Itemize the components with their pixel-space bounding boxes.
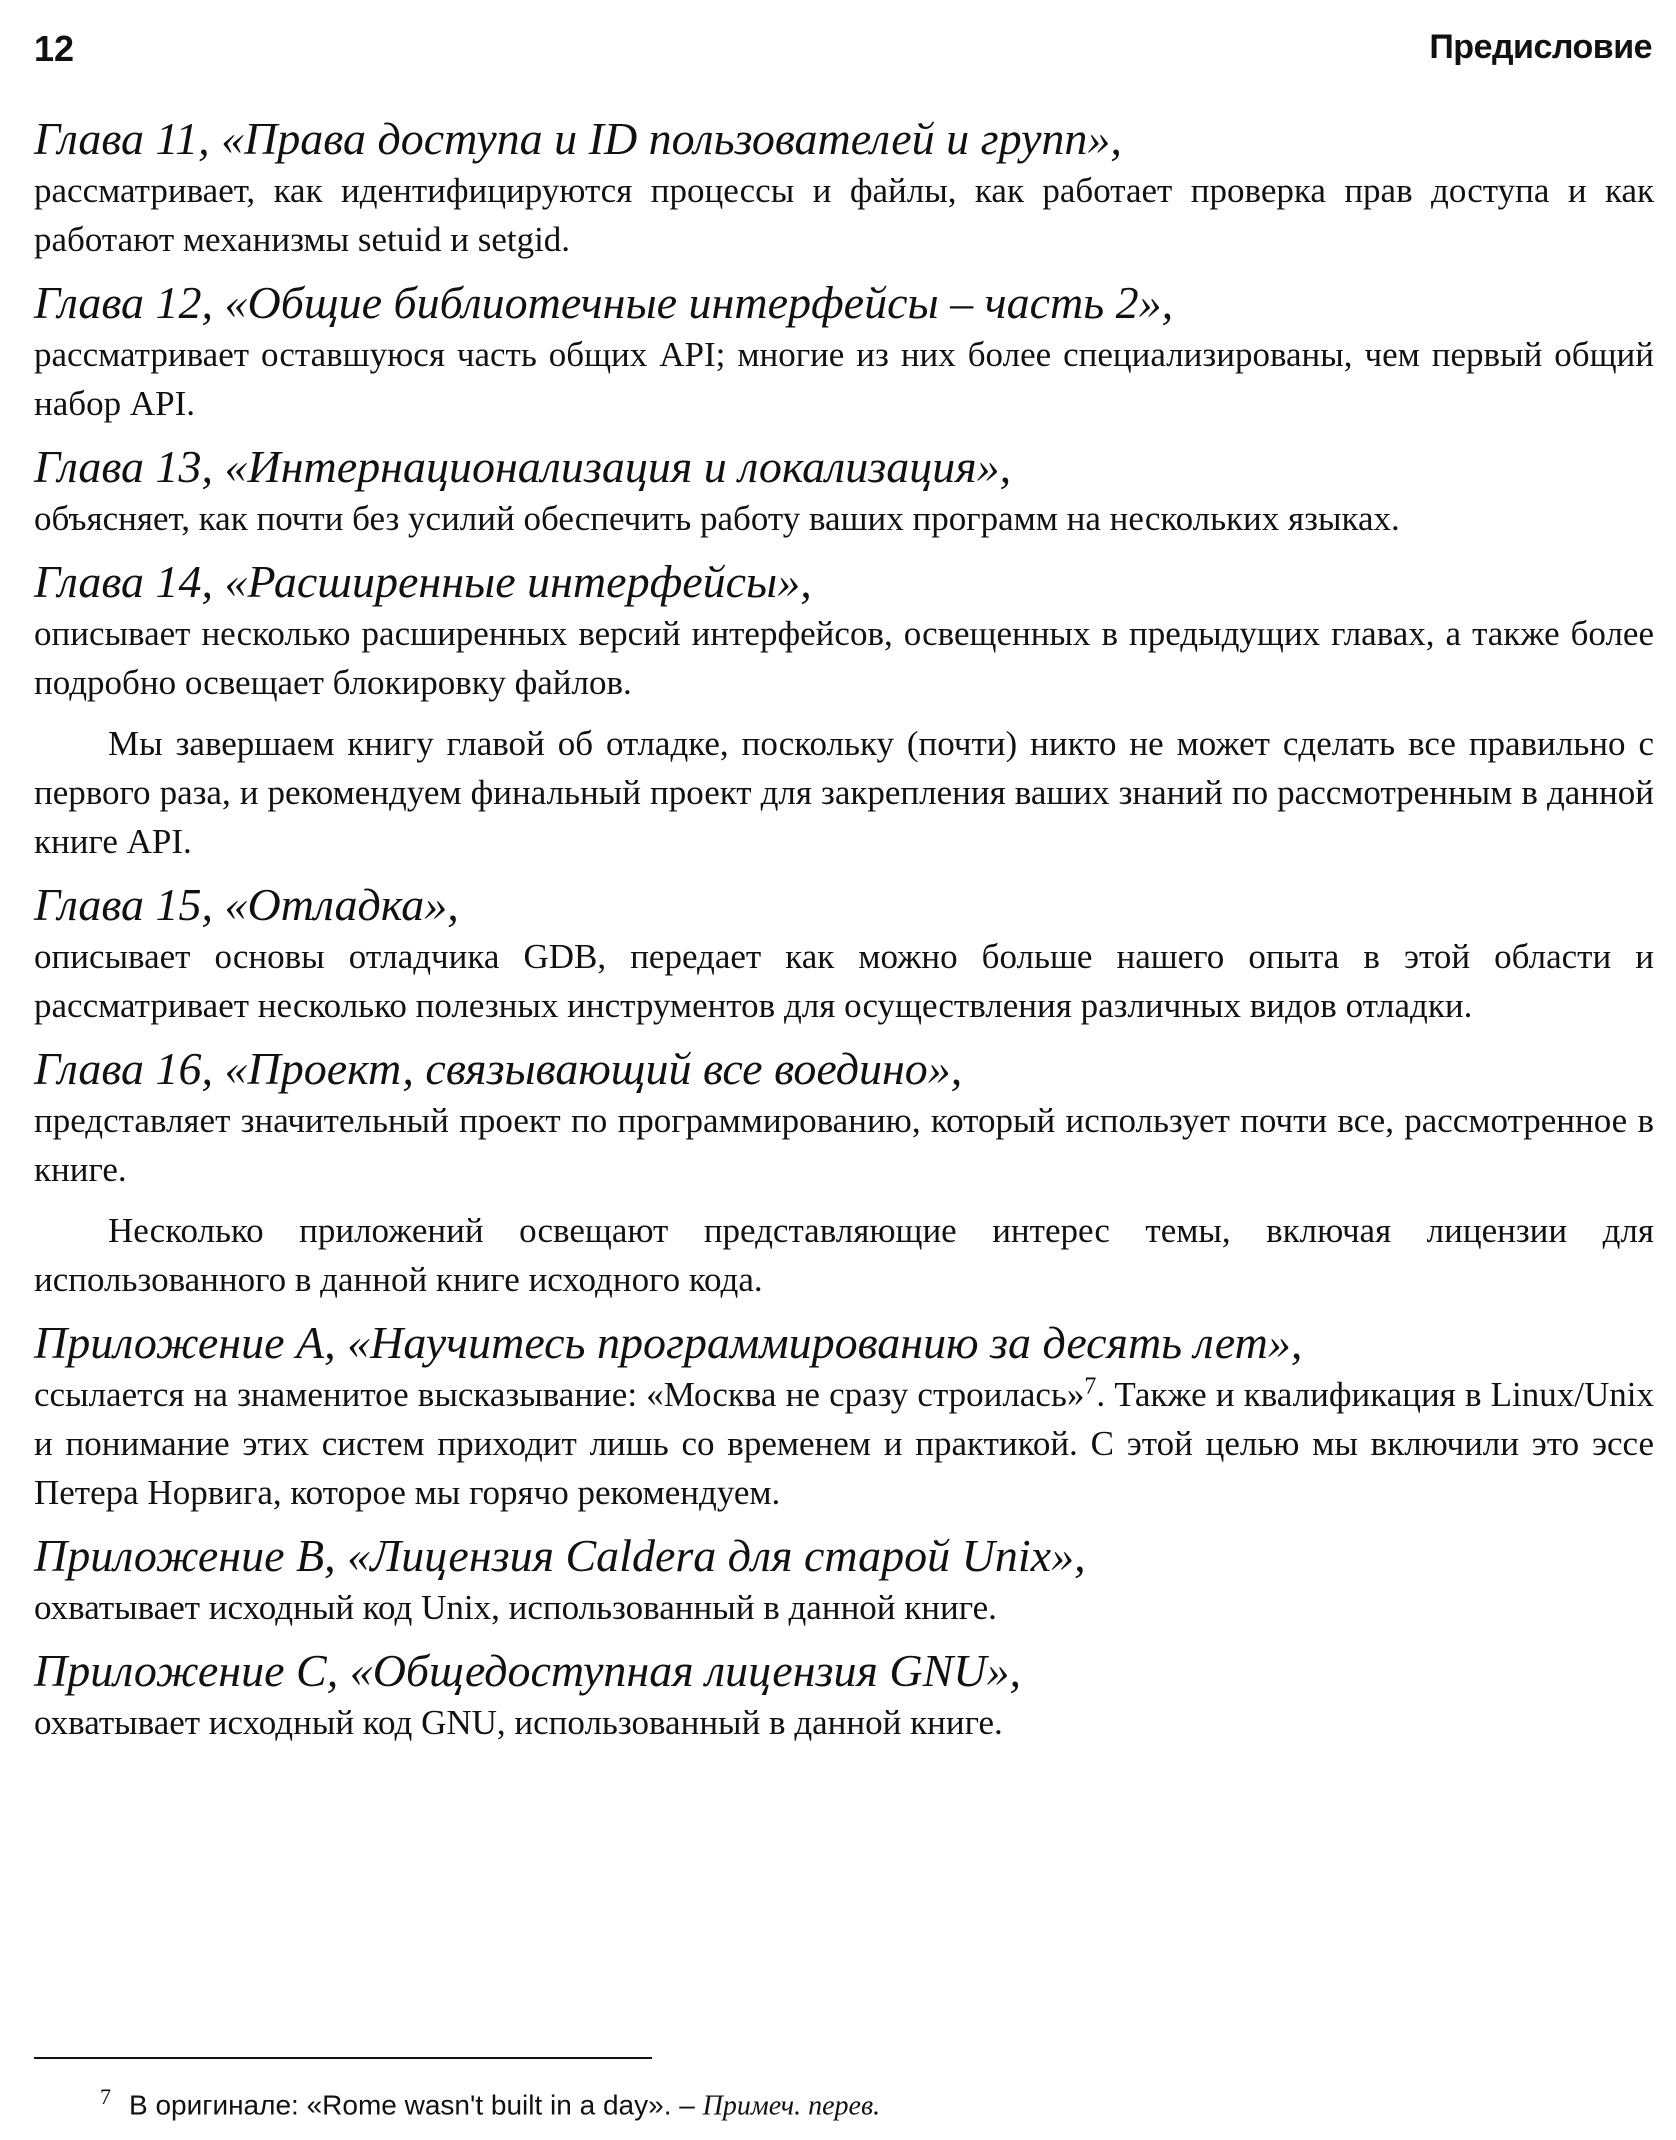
chapter-entry [34, 276, 1654, 428]
appendix-description-text: ссылается на знаменитое высказывание: «Москва не сразу строилась» [34, 1375, 1085, 1414]
appendix-description-text: . Также и квалификация в Linux/Unix и понимание этих систем приходит лишь со временем и практикой. С этой целью мы включили это эссе Петера Норвига, которое мы горячо рекомендуем. [34, 1375, 1654, 1512]
footnote [100, 2080, 880, 2123]
chapter-entry [34, 1042, 1654, 1194]
body-paragraph: Несколько приложений освещают представляющие интерес темы, включая лицензии для использованного в данной книге исходного кода. [34, 1211, 1654, 1299]
appendix-entry [34, 1316, 1654, 1517]
page-header [34, 28, 1652, 78]
appendix-title: Приложение A, «Научитесь программированию за десять лет», [34, 1317, 1303, 1368]
chapter-description: рассматривает, как идентифицируются процессы и файлы, как работает проверка прав доступа и как работают механизмы setuid и setgid. [34, 171, 1654, 259]
chapter-entry [34, 440, 1654, 543]
chapter-description: представляет значительный проект по программированию, который использует почти все, рассмотренное в книге. [34, 1101, 1654, 1189]
appendix-description: охватывает исходный код GNU, использованный в данной книге. [34, 1703, 1003, 1742]
chapter-description: рассматривает оставшуюся часть общих API; многие из них более специализированы, чем первый общий набор API. [34, 335, 1654, 423]
appendix-entry [34, 1644, 1654, 1747]
running-head: Предисловие [1429, 28, 1652, 66]
chapter-title: Глава 15, «Отладка», [34, 879, 459, 930]
footnote-translator-note: Примеч. перев. [702, 2090, 881, 2122]
footnote-text: В оригинале: «Rome wasn't built in a day». – [129, 2089, 703, 2121]
footnote-reference[interactable]: 7 [1084, 1373, 1097, 1400]
appendix-title: Приложение B, «Лицензия Caldera для старой Unix», [34, 1530, 1086, 1581]
appendix-entry [34, 1529, 1654, 1632]
appendix-description [34, 1370, 1654, 1517]
chapter-description: описывает несколько расширенных версий интерфейсов, освещенных в предыдущих главах, а также более подробно освещает блокировку файлов. [34, 614, 1654, 702]
chapter-title: Глава 13, «Интернационализация и локализация», [34, 441, 1012, 492]
chapter-title: Глава 11, «Права доступа и ID пользователей и групп», [34, 113, 1122, 164]
chapter-entry [34, 112, 1654, 264]
chapter-entry [34, 878, 1654, 1030]
appendix-description: охватывает исходный код Unix, использованный в данной книге. [34, 1588, 997, 1627]
appendix-title: Приложение C, «Общедоступная лицензия GNU», [34, 1645, 1021, 1696]
chapter-title: Глава 16, «Проект, связывающий все воедино», [34, 1043, 963, 1094]
body-paragraph: Мы завершаем книгу главой об отладке, поскольку (почти) никто не может сделать все правильно с первого раза, и рекомендуем финальный проект для закрепления ваших знаний по рассмотренным в данной книге API. [34, 724, 1654, 861]
chapter-title: Глава 14, «Расширенные интерфейсы», [34, 556, 812, 607]
chapter-entry [34, 555, 1654, 707]
footnote-divider [34, 2057, 652, 2059]
chapter-description: объясняет, как почти без усилий обеспечить работу ваших программ на нескольких языках. [34, 499, 1400, 538]
page-number: 12 [34, 28, 75, 69]
chapter-description: описывает основы отладчика GDB, передает как можно больше нашего опыта в этой области и рассматривает несколько полезных инструментов для осуществления различных видов отладки. [34, 937, 1654, 1025]
page-body [34, 112, 1654, 1759]
footnote-marker: 7 [100, 2084, 111, 2109]
chapter-title: Глава 12, «Общие библиотечные интерфейсы – часть 2», [34, 277, 1174, 328]
